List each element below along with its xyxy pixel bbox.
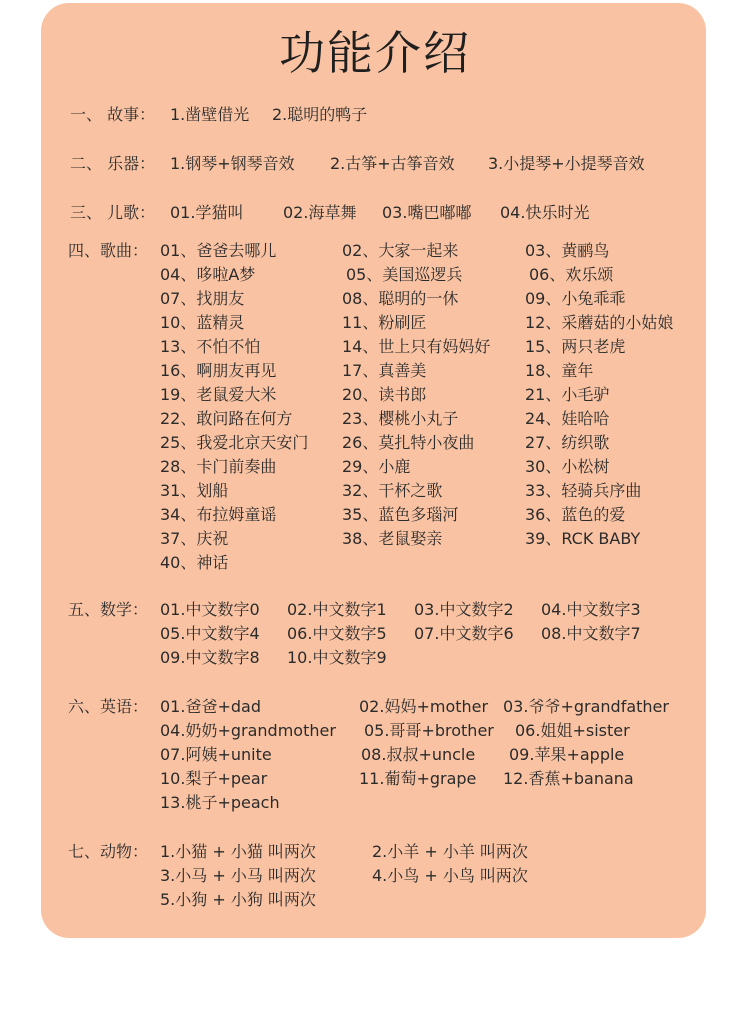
song-item: 23、樱桃小丸子	[342, 409, 459, 428]
nursery-item: 02.海草舞	[283, 203, 357, 222]
english-item: 02.妈妈+mother	[359, 697, 489, 716]
math-item: 09.中文数字8	[160, 648, 260, 667]
section-label-stories: 一、 故事：	[70, 105, 156, 124]
math-item: 06.中文数字5	[287, 624, 387, 643]
english-item: 05.哥哥+brother	[364, 721, 494, 740]
song-item: 29、小鹿	[342, 457, 411, 476]
song-item: 28、卡门前奏曲	[160, 457, 277, 476]
song-item: 31、划船	[160, 481, 229, 500]
song-item: 14、世上只有妈妈好	[342, 337, 491, 356]
song-item: 05、美国巡逻兵	[346, 265, 463, 284]
english-item: 10.梨子+pear	[160, 769, 268, 788]
section-label-nursery: 三、 儿歌：	[70, 203, 156, 222]
song-item: 32、干杯之歌	[342, 481, 443, 500]
song-item: 07、找朋友	[160, 289, 245, 308]
song-item: 09、小兔乖乖	[525, 289, 626, 308]
song-item: 40、神话	[160, 553, 229, 572]
section-label-animals: 七、动物：	[68, 842, 149, 861]
song-item: 38、老鼠娶亲	[342, 529, 443, 548]
english-item: 06.姐姐+sister	[515, 721, 630, 740]
math-item: 04.中文数字3	[541, 600, 641, 619]
section-label-instruments: 二、 乐器：	[70, 154, 156, 173]
math-item: 07.中文数字6	[414, 624, 514, 643]
song-item: 08、聪明的一休	[342, 289, 459, 308]
song-item: 21、小毛驴	[525, 385, 610, 404]
nursery-item: 03.嘴巴嘟嘟	[382, 203, 472, 222]
english-item: 09.苹果+apple	[509, 745, 625, 764]
song-item: 16、啊朋友再见	[160, 361, 277, 380]
animal-item: 5.小狗 + 小狗 叫两次	[160, 890, 316, 909]
math-item: 05.中文数字4	[160, 624, 260, 643]
english-item: 11.葡萄+grape	[359, 769, 477, 788]
math-item: 08.中文数字7	[541, 624, 641, 643]
nursery-item: 04.快乐时光	[500, 203, 590, 222]
song-item: 37、庆祝	[160, 529, 229, 548]
english-item: 01.爸爸+dad	[160, 697, 261, 716]
song-item: 33、轻骑兵序曲	[525, 481, 642, 500]
song-item: 13、不怕不怕	[160, 337, 261, 356]
song-item: 06、欢乐颂	[529, 265, 614, 284]
section-label-math: 五、数学：	[68, 600, 149, 619]
song-item: 11、粉刷匠	[342, 313, 427, 332]
english-item: 04.奶奶+grandmother	[160, 721, 336, 740]
song-item: 04、哆啦A梦	[160, 265, 256, 284]
animal-item: 3.小马 + 小马 叫两次	[160, 866, 316, 885]
nursery-item: 01.学猫叫	[170, 203, 244, 222]
song-item: 26、莫扎特小夜曲	[342, 433, 475, 452]
animal-item: 1.小猫 + 小猫 叫两次	[160, 842, 316, 861]
math-item: 03.中文数字2	[414, 600, 514, 619]
song-item: 36、蓝色的爱	[525, 505, 626, 524]
english-item: 12.香蕉+banana	[503, 769, 634, 788]
math-item: 02.中文数字1	[287, 600, 387, 619]
instrument-item: 2.古筝+古筝音效	[330, 154, 455, 173]
english-item: 07.阿姨+unite	[160, 745, 272, 764]
story-item: 2.聪明的鸭子	[272, 105, 368, 124]
english-item: 03.爷爷+grandfather	[503, 697, 669, 716]
song-item: 35、蓝色多瑙河	[342, 505, 459, 524]
song-item: 12、采蘑菇的小姑娘	[525, 313, 674, 332]
math-item: 10.中文数字9	[287, 648, 387, 667]
song-item: 39、RCK BABY	[525, 529, 641, 548]
math-item: 01.中文数字0	[160, 600, 260, 619]
song-item: 19、老鼠爱大米	[160, 385, 277, 404]
english-item: 08.叔叔+uncle	[361, 745, 476, 764]
song-item: 17、真善美	[342, 361, 427, 380]
song-item: 18、童年	[525, 361, 594, 380]
song-item: 30、小松树	[525, 457, 610, 476]
song-item: 10、蓝精灵	[160, 313, 245, 332]
song-item: 01、爸爸去哪儿	[160, 241, 277, 260]
song-item: 34、布拉姆童谣	[160, 505, 277, 524]
song-item: 27、纺织歌	[525, 433, 610, 452]
story-item: 1.凿壁借光	[170, 105, 250, 124]
instrument-item: 1.钢琴+钢琴音效	[170, 154, 295, 173]
song-item: 02、大家一起来	[342, 241, 459, 260]
song-item: 24、娃哈哈	[525, 409, 610, 428]
song-item: 25、我爱北京天安门	[160, 433, 309, 452]
section-label-songs: 四、歌曲：	[68, 241, 149, 260]
instrument-item: 3.小提琴+小提琴音效	[488, 154, 645, 173]
animal-item: 2.小羊 + 小羊 叫两次	[372, 842, 528, 861]
song-item: 03、黄鹂鸟	[525, 241, 610, 260]
song-item: 20、读书郎	[342, 385, 427, 404]
animal-item: 4.小鸟 + 小鸟 叫两次	[372, 866, 528, 885]
song-item: 15、两只老虎	[525, 337, 626, 356]
song-item: 22、敢问路在何方	[160, 409, 293, 428]
english-item: 13.桃子+peach	[160, 793, 280, 812]
section-label-english: 六、英语：	[68, 697, 149, 716]
page-title: 功能介绍	[279, 26, 471, 80]
